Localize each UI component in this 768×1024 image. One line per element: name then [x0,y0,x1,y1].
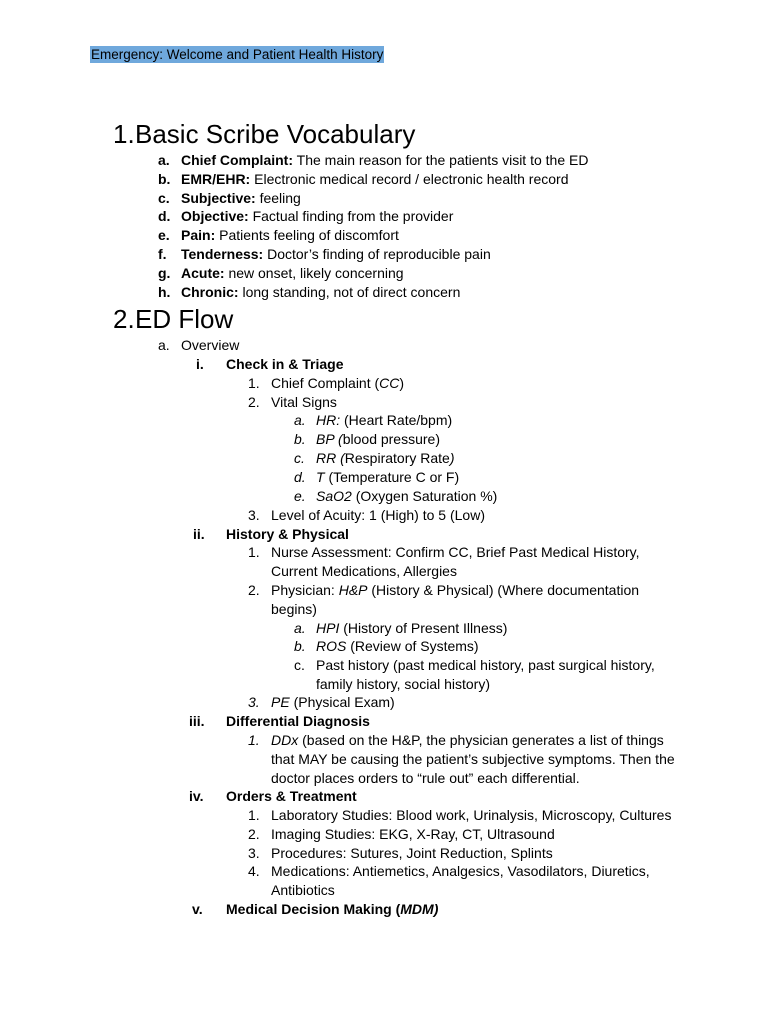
vocab-definition: feeling [255,190,301,206]
subsection-orders-treatment [0,787,768,806]
list-marker: 3. [248,845,260,861]
list-item [0,825,768,844]
item-text: Chief Complaint ( [271,375,380,391]
list-marker: a. [158,152,170,168]
list-marker: 2. [248,582,260,598]
vocab-term: Acute: [181,265,225,281]
vocab-term: Chronic: [181,284,239,300]
item-text: (Review of Systems) [346,638,479,654]
list-marker: d. [158,208,171,224]
subsection-title: Differential Diagnosis [226,713,370,729]
item-text: (History of Present Illness) [339,620,508,636]
item-text: Laboratory Studies: Blood work, Urinalysis, Microscopy, Cultures [271,807,672,823]
overview-label: Overview [181,337,240,353]
roman-marker: i. [196,356,204,372]
item-text: Medications: Antiemetics, Analgesics, Vasodilators, Diuretics, [271,863,650,879]
vital-sign-item [0,411,768,430]
list-item [0,862,768,881]
item-text: Physician: [271,582,339,598]
section-number: 1. [113,119,135,149]
list-item [0,374,768,393]
list-item-continuation [0,750,768,769]
vital-sign-item [0,449,768,468]
list-marker: a. [294,620,306,636]
vocab-item [0,151,768,170]
list-item-continuation [0,600,768,619]
overview-item [0,336,768,355]
vocab-definition: Electronic medical record / electronic health record [250,171,569,187]
item-abbrev: SaO2 [316,488,352,504]
item-abbrev: PE [271,694,290,710]
list-marker: a. [158,337,170,353]
vocab-term: EMR/EHR: [181,171,251,187]
vocab-term: Pain: [181,227,216,243]
list-marker: h. [158,284,171,300]
item-text: (Oxygen Saturation %) [351,488,498,504]
item-text: Level of Acuity: 1 (High) to 5 (Low) [271,507,485,523]
list-item [0,844,768,863]
subsection-title: Check in & Triage [226,356,344,372]
vocab-item [0,226,768,245]
item-text: (Heart Rate/bpm) [340,412,453,428]
list-marker: 1. [248,732,260,748]
subsection-abbrev: MDM) [400,901,439,917]
vocab-item [0,170,768,189]
list-item [0,693,768,712]
subsection-title: Medical Decision Making ( [226,901,401,917]
subsection-check-in-triage [0,355,768,374]
list-item [0,619,768,638]
item-text: family history, social history) [316,676,491,692]
list-item-continuation [0,881,768,900]
item-text: Nurse Assessment: Confirm CC, Brief Past Medical History, [271,544,640,560]
vital-sign-item [0,430,768,449]
item-abbrev: BP ( [316,431,343,447]
list-item [0,543,768,562]
item-text: begins) [271,601,317,617]
vital-sign-item [0,468,768,487]
roman-marker: ii. [193,526,205,542]
vocab-term: Tenderness: [181,246,264,262]
document-header-title: Emergency: Welcome and Patient Health History [91,47,384,62]
item-abbrev: HPI [316,620,340,636]
subsection-history-physical [0,525,768,544]
vocab-item [0,245,768,264]
item-abbrev: CC [379,375,400,391]
list-marker: b. [158,171,171,187]
vocab-item [0,283,768,302]
list-marker: a. [294,412,306,428]
item-text: Imaging Studies: EKG, X-Ray, CT, Ultrasound [271,826,555,842]
list-marker: f. [158,246,167,262]
item-text: Past history (past medical history, past surgical history, [316,657,655,673]
list-marker: e. [294,488,306,504]
list-marker: d. [294,469,306,485]
section-number: 2. [113,304,135,334]
list-item [0,806,768,825]
list-marker: c. [294,657,305,673]
vocab-definition: Doctor’s finding of reproducible pain [263,246,491,262]
item-text: Procedures: Sutures, Joint Reduction, Splints [271,845,553,861]
list-marker: c. [294,450,305,466]
list-item [0,506,768,525]
item-text: (Temperature C or F) [324,469,460,485]
roman-marker: iii. [189,713,205,729]
item-text: Respiratory Rate [344,450,450,466]
vocab-term: Objective: [181,208,249,224]
item-abbrev: T [316,469,325,485]
list-marker: 3. [248,694,260,710]
list-marker: 1. [248,544,260,560]
item-text: Antibiotics [271,882,335,898]
vocab-definition: Factual finding from the provider [248,208,454,224]
list-marker: e. [158,227,170,243]
list-marker: 2. [248,826,260,842]
item-text: ) [449,450,455,466]
list-item-continuation [0,769,768,788]
section-heading-basic-scribe-vocabulary [113,119,433,149]
vocab-term: Subjective: [181,190,256,206]
list-item-continuation [0,562,768,581]
item-abbrev: ROS [316,638,347,654]
list-marker: g. [158,265,171,281]
list-marker: 1. [248,807,260,823]
vocab-definition: Patients feeling of discomfort [215,227,399,243]
vocab-item [0,264,768,283]
list-marker: 3. [248,507,260,523]
subsection-title: Orders & Treatment [226,788,357,804]
item-text: ) [399,375,405,391]
vocab-definition: new onset, likely concerning [224,265,404,281]
list-item-continuation [0,675,768,694]
section-title: Basic Scribe Vocabulary [135,119,416,149]
vocab-item [0,189,768,208]
list-item [0,581,768,600]
subsection-differential-diagnosis [0,712,768,731]
roman-marker: iv. [189,788,204,804]
item-text: Current Medications, Allergies [271,563,457,579]
item-text: blood pressure) [342,431,440,447]
item-text: Vital Signs [271,394,337,410]
item-text: that MAY be causing the patient’s subjective symptoms. Then the [271,751,675,767]
item-text: (History & Physical) (Where documentation [367,582,640,598]
list-marker: b. [294,431,306,447]
item-abbrev: H&P [338,582,368,598]
vocab-definition: long standing, not of direct concern [238,284,461,300]
list-item [0,393,768,412]
subsection-medical-decision-making [0,900,768,919]
list-marker: 2. [248,394,260,410]
vocab-term: Chief Complaint: [181,152,293,168]
item-text: doctor places orders to “rule out” each differential. [271,770,580,786]
item-abbrev: DDx [271,732,299,748]
item-text: (Physical Exam) [289,694,395,710]
item-abbrev: HR: [316,412,341,428]
vocab-item [0,207,768,226]
list-marker: b. [294,638,306,654]
list-item [0,656,768,675]
list-marker: 1. [248,375,260,391]
subsection-title: History & Physical [226,526,349,542]
vocab-definition: The main reason for the patients visit to the ED [293,152,589,168]
item-abbrev: RR ( [316,450,345,466]
item-text: (based on the H&P, the physician generates a list of things [298,732,664,748]
section-title: ED Flow [135,304,234,334]
vital-sign-item [0,487,768,506]
list-item [0,637,768,656]
roman-marker: v. [192,901,203,917]
section-heading-ed-flow [113,304,313,334]
list-item [0,731,768,750]
list-marker: c. [158,190,170,206]
list-marker: 4. [248,863,260,879]
